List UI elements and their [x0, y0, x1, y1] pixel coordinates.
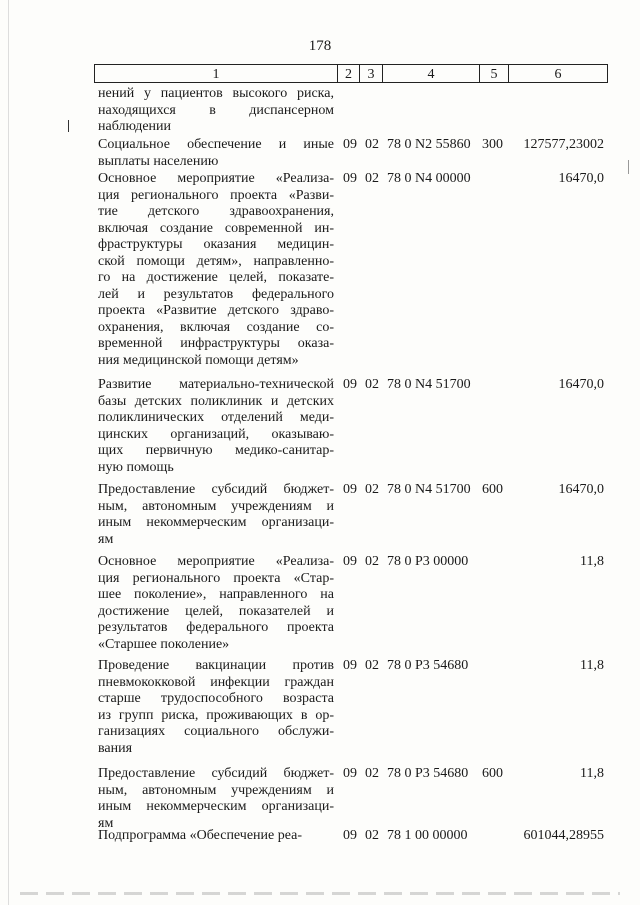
- row-name: [98, 658, 334, 757]
- row-csr: 78 0 P3 00000: [387, 554, 469, 569]
- row-name-line: базы детских поликлиник и детских: [98, 393, 334, 409]
- row-sum: 11,8: [580, 658, 604, 673]
- row-name-line: из групп риска, проживающих в ор-: [98, 707, 334, 723]
- scan-bottom-artifact: [20, 892, 620, 895]
- row-pr: 02: [365, 828, 379, 843]
- page-number: 178: [308, 38, 332, 54]
- row-name-line: проекта «Развитие детского здраво-: [98, 303, 334, 318]
- row-name-line: ным, автономным учреждениям и: [98, 782, 334, 798]
- row-csr: 78 0 N4 00000: [387, 171, 471, 186]
- row-pr: 02: [365, 554, 379, 569]
- row-name-line: иным некоммерческим организаци-: [98, 799, 334, 814]
- row-name-line: старше трудоспособного возраста: [98, 691, 334, 706]
- row-name-line: шее поколение», направленного на: [98, 587, 334, 602]
- row-csr: 78 1 00 00000: [387, 828, 468, 843]
- header-col-5: 5: [479, 64, 509, 83]
- header-col-2: 2: [337, 64, 360, 83]
- row-name-line: ганизациях социального обслужи-: [98, 724, 334, 739]
- row-sum: 11,8: [580, 766, 604, 781]
- row-name-line: Социальное обеспечение и иные: [98, 137, 334, 152]
- header-col-1: 1: [94, 64, 338, 83]
- row-csr: 78 0 N4 51700: [387, 377, 471, 392]
- row-csr: 78 0 N4 51700: [387, 482, 471, 497]
- row-name-line: цинских организаций, оказываю-: [98, 426, 334, 442]
- row-name-line: временной инфраструктуры оказа-: [98, 336, 334, 351]
- row-csr: 78 0 N2 55860: [387, 137, 471, 152]
- row-sum: 16470,0: [558, 171, 604, 186]
- row-name-line: ция регионального проекта «Разви-: [98, 187, 334, 203]
- row-vr: 600: [482, 482, 503, 497]
- row-name-line: Проведение вакцинации против: [98, 658, 334, 673]
- row-sum: 601044,28955: [523, 828, 604, 843]
- row-name-line: Предоставление субсидий бюджет-: [98, 766, 334, 781]
- row-name-line: щих первичную медико-санитар-: [98, 443, 334, 458]
- row-pr: 02: [365, 766, 379, 781]
- row-rz: 09: [343, 658, 357, 673]
- row-sum: 11,8: [580, 554, 604, 569]
- row-csr: 78 0 P3 54680: [387, 658, 469, 673]
- row-name-line: ция регионального проекта «Стар-: [98, 570, 334, 586]
- row-name-line: нений у пациентов высокого риска,: [98, 86, 334, 101]
- row-name-line: ния медицинской помощи детям»: [98, 352, 299, 368]
- row-name-line: наблюдении: [98, 119, 172, 134]
- row-name: [98, 137, 334, 170]
- row-name-line: вания: [98, 740, 133, 756]
- row-name-line: ям: [98, 815, 114, 831]
- row-name-line: иным некоммерческим организаци-: [98, 515, 334, 530]
- row-rz: 09: [343, 482, 357, 497]
- row-pr: 02: [365, 171, 379, 186]
- row-name-line: лей и результатов федерального: [98, 286, 334, 302]
- row-name: [98, 554, 334, 653]
- row-vr: 600: [482, 766, 503, 781]
- row-name-line: Развитие материально-технической: [98, 377, 334, 392]
- row-name: [98, 377, 334, 476]
- row-pr: 02: [365, 482, 379, 497]
- row-name-line: ным, автономным учреждениям и: [98, 498, 334, 514]
- row-name-line: охранения, включая создание со-: [98, 319, 334, 335]
- row-vr: 300: [482, 137, 503, 152]
- row-name-line: ям: [98, 531, 114, 547]
- row-name-line: тие детского здравоохранения,: [98, 204, 334, 219]
- row-name-line: поликлинических отделений меди-: [98, 410, 334, 425]
- row-name: [98, 482, 334, 548]
- scan-mark: [68, 120, 69, 132]
- row-name-line: Подпрограмма «Обеспечение реа-: [98, 828, 303, 843]
- scan-left-edge: [8, 0, 9, 905]
- row-rz: 09: [343, 554, 357, 569]
- row-pr: 02: [365, 137, 379, 152]
- row-name-line: пневмококковой инфекции граждан: [98, 674, 334, 690]
- row-name-line: фраструктуры оказания медицин-: [98, 237, 334, 252]
- header-col-4: 4: [382, 64, 480, 83]
- header-col-6: 6: [508, 64, 608, 83]
- row-name-line: «Старшее поколение»: [98, 636, 230, 652]
- row-sum: 16470,0: [558, 482, 604, 497]
- row-name: [98, 828, 334, 845]
- row-name-line: Предоставление субсидий бюджет-: [98, 482, 334, 497]
- row-rz: 09: [343, 828, 357, 843]
- row-name-line: ской помощи детям», направленно-: [98, 253, 334, 269]
- row-name-line: го на достижение целей, показате-: [98, 270, 334, 285]
- row-pr: 02: [365, 377, 379, 392]
- row-rz: 09: [343, 377, 357, 392]
- row-name-line: выплаты населению: [98, 153, 219, 169]
- row-name-line: ную помощь: [98, 459, 174, 475]
- row-rz: 09: [343, 766, 357, 781]
- row-csr: 78 0 P3 54680: [387, 766, 469, 781]
- row-sum: 127577,23002: [523, 137, 604, 152]
- row-name-line: включая создание современной ин-: [98, 220, 334, 236]
- row-name-line: результатов федерального проекта: [98, 620, 334, 635]
- row-name-line: Основное мероприятие «Реализа-: [98, 171, 334, 186]
- header-col-3: 3: [359, 64, 383, 83]
- row-name: [98, 171, 334, 369]
- row-rz: 09: [343, 137, 357, 152]
- row-name: [98, 86, 334, 136]
- row-name: [98, 766, 334, 832]
- row-sum: 16470,0: [558, 377, 604, 392]
- scan-mark: [628, 160, 629, 174]
- row-pr: 02: [365, 658, 379, 673]
- row-name-line: достижение целей, показателей и: [98, 603, 334, 619]
- row-name-line: находящихся в диспансерном: [98, 102, 334, 118]
- row-rz: 09: [343, 171, 357, 186]
- row-name-line: Основное мероприятие «Реализа-: [98, 554, 334, 569]
